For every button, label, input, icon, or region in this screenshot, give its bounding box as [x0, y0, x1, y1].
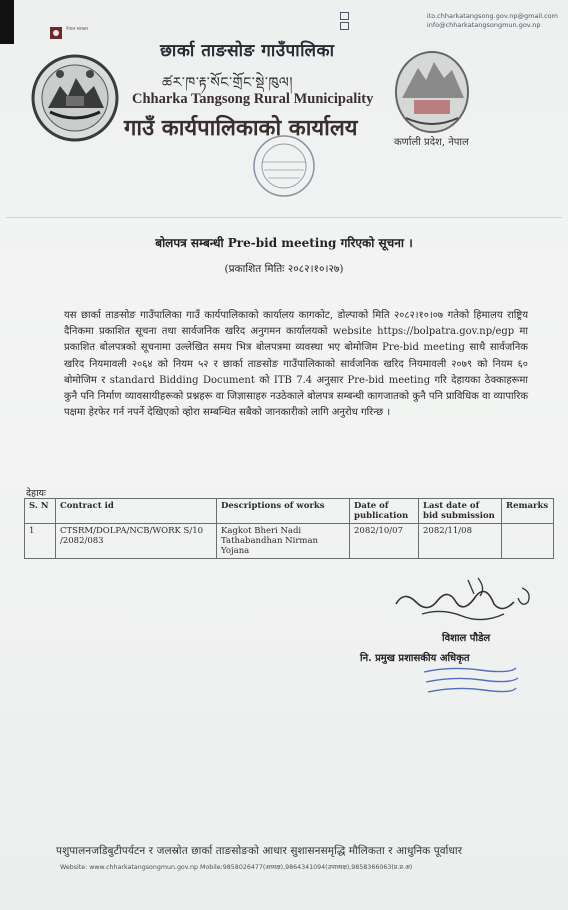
- office-title: गाउँ कार्यपालिकाको कार्यालय: [124, 115, 358, 141]
- col-sn: S. N: [25, 499, 56, 524]
- window-edge-bar: [0, 0, 14, 44]
- notice-body: यस छार्का ताङसोङ गाउँपालिका गाउँ कार्यपालिकाको कार्यालय कागकोट, डोल्पाको मिति २०८२।१०।०७ गतेको हिमालय राष्ट्रिय दैनिकमा प्रकाशित सूचना तथा सार्वजनिक खरिद अनुगमन कार्यालयको website https://bolpatra.gov.np/egp मा प्रकाशित बोलपत्रको सूचनामा उल्लेखित समय भित्र बोलपत्रमा व्यवस्था भए बोमोजिम Pre-bid meeting साथै सार्वजनिक खरिद नियमावली २०६४ को नियम ५२ र छार्का ताङसोङ गाउँपालिकाको सार्वजनिक खरिद नियमावली २०७९ को नियम ६० बोमोजिम र standard Bidding Document को ITB 7.4 अनुसार Pre-bid meeting गरि देहायका ठेक्काहरूमा कुनै पनि निर्माण व्यावसायीहरूको प्रश्नहरू वा जिज्ञासाहरु नउठेकाले बोलपत्र सम्बन्धी कागजातको कुनै पनि प्राविधिक वा व्यापारिक पक्षमा हेरफेर गर्न नपर्ने देखिएको व्होरा सम्बन्धित सबैको जानकारीको लागि अनुरोध गरिन्छ ।: [64, 310, 528, 419]
- notice-published-date: (प्रकाशित मितिः २०८२।१०।२७): [224, 263, 344, 275]
- footer-motto: पशुपालनजडिबुटीपर्यटन र जलस्रोत छार्का ताङसोङको आधार सुशासनसमृद्धि मौलिकता र आधुनिक पूर्वाधार: [56, 845, 463, 857]
- cell-remarks: [502, 524, 554, 559]
- title-tibetan: ཚར་ཁ་རྟ་སོང་གྲོང་སྡེ་ཁུལ།: [162, 75, 294, 91]
- table-header-row: [25, 499, 554, 524]
- col-date-publication: Date of publication: [350, 499, 419, 524]
- municipality-logo-icon: [30, 52, 120, 144]
- signatory-name: विशाल पौडेल: [442, 633, 491, 644]
- col-remarks: Remarks: [502, 499, 554, 524]
- municipality-seal-stamp: [248, 132, 320, 206]
- header-divider: [6, 217, 562, 218]
- cell-contract-id: CTSRM/DOLPA/NCB/WORK S/10 /2082/083: [56, 524, 217, 559]
- notice-title: बोलपत्र सम्बन्धी Pre-bid meeting गरिएको सूचना ।: [155, 236, 413, 250]
- table-row: [25, 524, 554, 559]
- table-label: देहायः: [26, 488, 46, 499]
- nepal-emblem-icon: [392, 48, 472, 136]
- cell-date-publication: 2082/10/07: [350, 524, 419, 559]
- web-icon: [340, 12, 349, 20]
- gov-label: नेपाल सरकार: [66, 27, 89, 32]
- email-icon: [340, 22, 349, 30]
- cell-sn: 1: [25, 524, 56, 559]
- col-descriptions: Descriptions of works: [217, 499, 350, 524]
- col-last-date: Last date of bid submission: [419, 499, 502, 524]
- contract-table: [24, 498, 554, 559]
- contact-email-1: ito.chharkatangsong.gov.np@gmail.com: [426, 12, 558, 20]
- contact-info: [427, 12, 558, 30]
- title-nepali: छार्का ताङसोङ गाउँपालिका: [160, 41, 335, 61]
- footer-contact: Website: www.chharkatangsongmun.gov.np Mobile:9858026477(अध्यक्ष),9864341094(उपाध्यक्ष),9858366063(प्र.प्र.अ): [60, 864, 413, 871]
- contact-email-2: info@chharkatangsongmun.gov.np: [426, 21, 541, 29]
- col-contract-id: Contract id: [56, 499, 217, 524]
- contact-icons: [340, 12, 348, 28]
- title-english: Chharka Tangsong Rural Municipality: [132, 91, 374, 107]
- blue-ink-stamp: [420, 664, 520, 698]
- signatory-title: नि. प्रमुख प्रशासकीय अधिकृत: [360, 653, 470, 664]
- handwritten-signature: [382, 574, 542, 630]
- province-label: कर्णाली प्रदेश, नेपाल: [394, 137, 469, 148]
- cell-last-date: 2082/11/08: [419, 524, 502, 559]
- cell-description: Kagkot Bheri Nadi Tathabandhan Nirman Yojana: [217, 524, 350, 559]
